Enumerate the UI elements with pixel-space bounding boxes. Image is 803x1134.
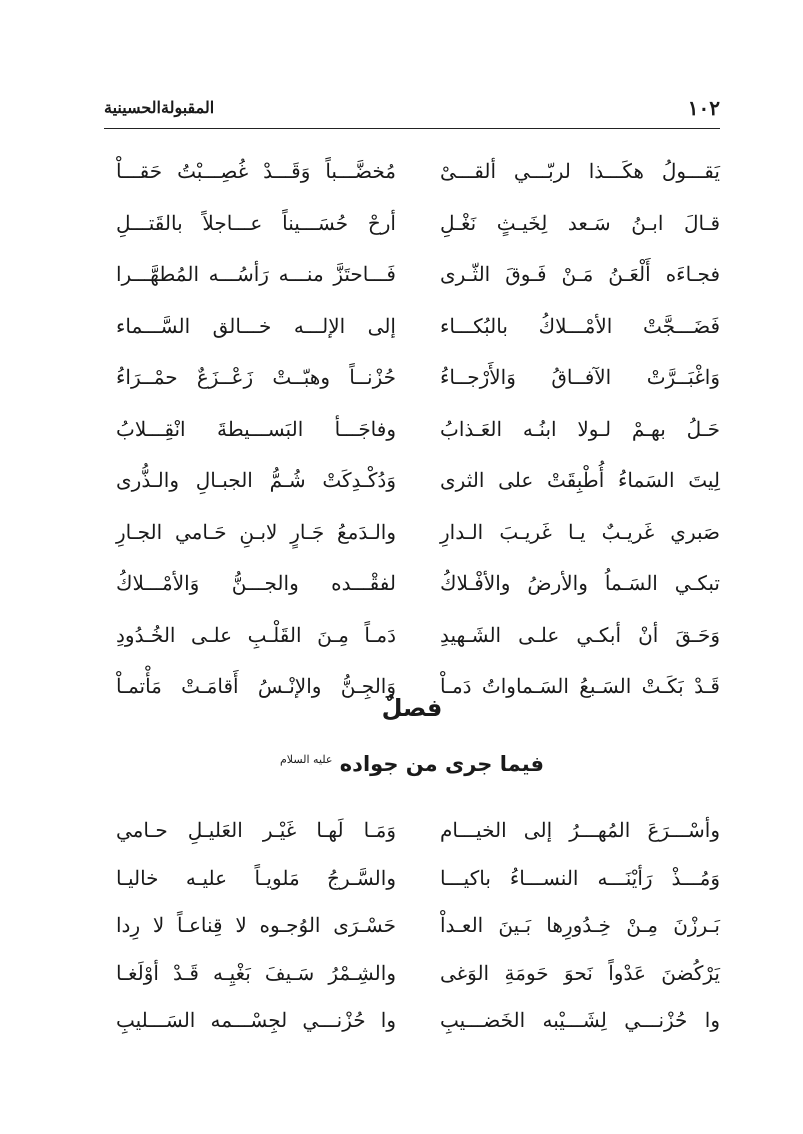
verse-second-hemistich: أرحْ حُسَـــيناً عـــاجلاً بالقَتـــلِ — [116, 210, 396, 235]
verse-row — [104, 198, 720, 250]
verse-row — [104, 807, 720, 855]
header-rule — [104, 128, 720, 129]
verse-second-hemistich: دَمـاً مِـنَ القَلْـبِ علـى الخُـدُودِ — [116, 622, 396, 647]
verse-first-hemistich: يَقـــولُ هكَـــذا لربّـــي ألقـــىْ — [440, 159, 720, 183]
poem-one — [104, 146, 720, 713]
verse-row — [104, 352, 720, 404]
verse-first-hemistich: قـالَ ابـنُ سَـعد لِخَيـثٍ نَغْـلِ — [440, 210, 720, 235]
verse-second-hemistich: والـدَمعُ جَـارٍ لابـنِ حَـامي الجـارِ — [116, 519, 396, 544]
verse-row — [104, 404, 720, 456]
verse-row — [104, 455, 720, 507]
verse-row — [104, 997, 720, 1045]
verse-first-hemistich: صَبري غَريـبٌ يـا غَريـبَ الـدارِ — [440, 519, 720, 544]
verse-row — [104, 610, 720, 662]
verse-row — [104, 146, 720, 198]
verse-second-hemistich: وَالجِـنُّ والإنْـسُ أَقامَـتْ مَأْتمـاْ — [116, 674, 396, 698]
verse-first-hemistich: فَضَـــجَّتْ الأمْـــلاكُ بالبُكـــاء — [440, 313, 720, 338]
verse-row — [104, 507, 720, 559]
verse-second-hemistich: لفقْـــده والجـــنُّ وَالأمْـــلاكُ — [116, 571, 396, 595]
page-number: ١٠٢ — [687, 96, 720, 120]
verse-first-hemistich: لِيتَ السَماءُ أُطْبِقَتْ على الثرى — [440, 468, 720, 492]
verse-second-hemistich: وَدُكْـدِكَتْ شُـمُّ الجبـالِ والـذُّرى — [116, 468, 396, 492]
honorific-mark: عليه السلام — [279, 753, 333, 766]
verse-row — [104, 950, 720, 998]
verse-first-hemistich: بَـرزْنَ مِـنْ خِـدُورِها بَـينَ العـداْ — [440, 913, 720, 937]
verse-first-hemistich: وَحَـقَ أنْ أبكـي علـى الشَـهيدِ — [440, 622, 720, 647]
verse-row — [104, 855, 720, 903]
verse-second-hemistich: وفاجَـــأ البَســـيطةَ انْقِـــلابُ — [116, 416, 396, 441]
verse-first-hemistich: يَرْكُضنَ عَدْواً نَحوَ حَومَةِ الوَغى — [440, 960, 720, 985]
verse-first-hemistich: فجـاءَه أَلْعَـنُ مَـنْ فَـوقَ الثّـرى — [440, 262, 720, 286]
verse-second-hemistich: وا حُزْنـــي لجِسْـــمه السَـــليبِ — [116, 1008, 396, 1032]
book-title: المقبولةالحسينية — [104, 98, 215, 117]
verse-first-hemistich: وَمُـــذْ رَأيْنَـــه النســـاءُ باكيـــا — [440, 865, 720, 890]
section-title: فصلٌ — [381, 694, 443, 722]
verse-first-hemistich: حَـلُ بهـمْ لـولا ابنُـه العَـذابُ — [440, 416, 720, 441]
verse-second-hemistich: والسَّـرجُ مَلويـاً عليـه خاليـا — [116, 865, 396, 890]
verse-second-hemistich: حَسْـرَى الوُجـوه لا قِناعـاً لا رِدا — [116, 913, 396, 937]
verse-second-hemistich: إلى الإلـــه خـــالق السَّـــماء — [116, 313, 396, 338]
verse-first-hemistich: تبكـي السَـماُ والأرضُ والأفْـلاكُ — [440, 571, 720, 595]
verse-first-hemistich: قَـدْ بَكَـتْ السَـبعُ السَـماواتُ دَمـاْ — [440, 674, 720, 698]
verse-second-hemistich: وَمَـا لَهـا غَيْـر العَليـلِ حـامي — [116, 818, 396, 842]
verse-row — [104, 558, 720, 610]
verse-first-hemistich: وَاغْبَــرَّتْ الآفــاقُ وَالأَرْجــاءُ — [440, 365, 720, 389]
poem-two — [104, 807, 720, 1045]
verse-second-hemistich: فَـــاحتَزَّ منـــه رَأسُـــه المُطهَّـــرا — [116, 262, 396, 286]
section-subtitle — [104, 752, 720, 776]
verse-first-hemistich: وأسْـــرَعَ المُهـــرُ إلى الخيـــام — [440, 818, 720, 842]
section-subtitle-text: فيما جرى من جواده — [339, 752, 545, 776]
verse-row — [104, 902, 720, 950]
verse-row — [104, 249, 720, 301]
verse-row — [104, 301, 720, 353]
verse-second-hemistich: والشِـمْرُ سَـيفَ بَغْيِـه قَـدْ أوْلَغـا — [116, 960, 396, 985]
verse-second-hemistich: حُزْنــاً وهبّــتْ زَعْــزَعٌ حمْــرَاءُ — [116, 365, 396, 389]
verse-second-hemistich: مُخضَّـــباً وَقَـــدْ غُصِـــبْتُ حَقـــاْ — [116, 159, 396, 183]
page-header — [104, 92, 720, 128]
verse-first-hemistich: وا حُزْنـــي لِشَـــيْبه الخَضـــيبِ — [440, 1008, 720, 1032]
